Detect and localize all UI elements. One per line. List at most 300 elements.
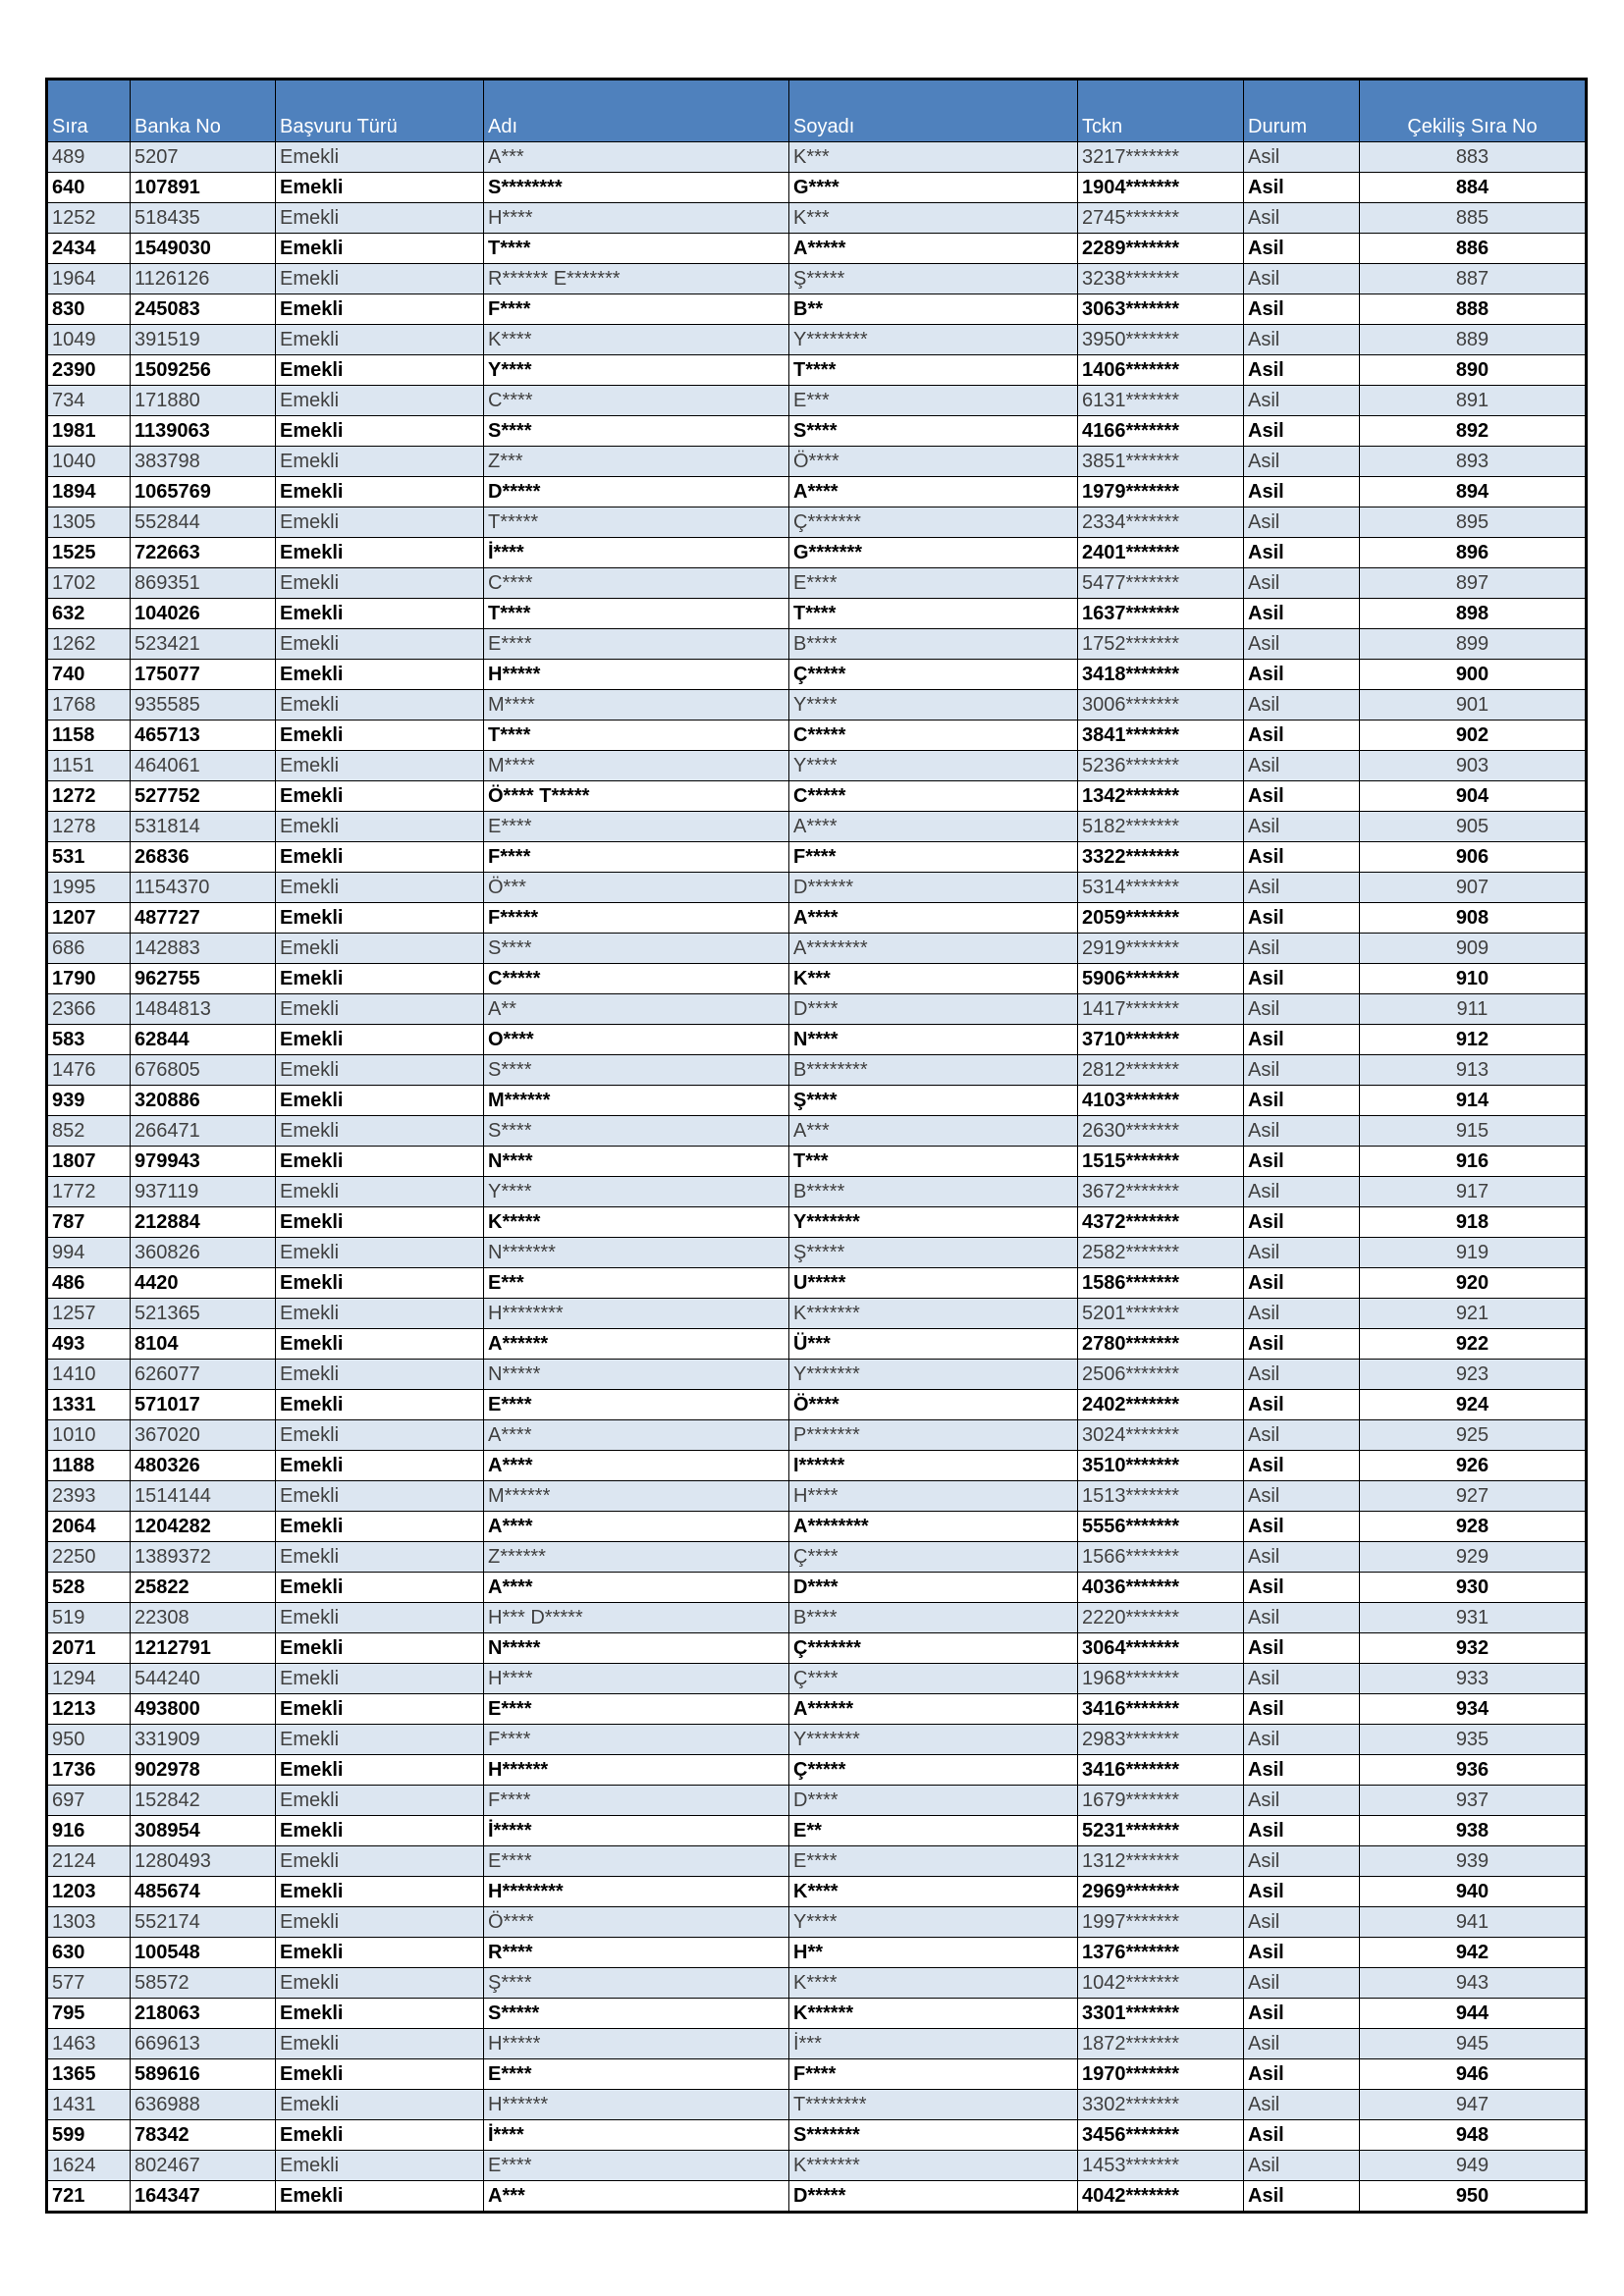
cell-tckn: 2059******* <box>1078 903 1244 934</box>
cell-banka-no: 937119 <box>131 1177 276 1207</box>
cell-basvuru-turu: Emekli <box>276 1147 484 1177</box>
cell-sira: 577 <box>47 1968 131 1999</box>
cell-soyadi: P******* <box>789 1420 1078 1451</box>
cell-soyadi: E**** <box>789 1846 1078 1877</box>
cell-basvuru-turu: Emekli <box>276 1846 484 1877</box>
cell-sira: 686 <box>47 934 131 964</box>
cell-cekilis-sira-no: 944 <box>1360 1999 1587 2029</box>
table-row <box>47 2029 1587 2059</box>
column-header-sira: Sıra <box>47 80 131 142</box>
cell-tckn: 1872******* <box>1078 2029 1244 2059</box>
cell-basvuru-turu: Emekli <box>276 1360 484 1390</box>
cell-durum: Asil <box>1244 386 1360 416</box>
cell-basvuru-turu: Emekli <box>276 1755 484 1786</box>
cell-cekilis-sira-no: 888 <box>1360 294 1587 325</box>
cell-adi: E**** <box>484 812 789 842</box>
cell-tckn: 3841******* <box>1078 721 1244 751</box>
table-row <box>47 1542 1587 1573</box>
table-row <box>47 1968 1587 1999</box>
cell-adi: D***** <box>484 477 789 507</box>
cell-soyadi: A****** <box>789 1694 1078 1725</box>
cell-cekilis-sira-no: 917 <box>1360 1177 1587 1207</box>
cell-soyadi: K*** <box>789 964 1078 994</box>
cell-soyadi: Ç******* <box>789 1633 1078 1664</box>
cell-tckn: 1376******* <box>1078 1938 1244 1968</box>
cell-durum: Asil <box>1244 1603 1360 1633</box>
cell-durum: Asil <box>1244 812 1360 842</box>
cell-cekilis-sira-no: 897 <box>1360 568 1587 599</box>
cell-cekilis-sira-no: 937 <box>1360 1786 1587 1816</box>
cell-durum: Asil <box>1244 173 1360 203</box>
cell-sira: 2124 <box>47 1846 131 1877</box>
table-row <box>47 507 1587 538</box>
cell-banka-no: 5207 <box>131 142 276 173</box>
cell-cekilis-sira-no: 935 <box>1360 1725 1587 1755</box>
cell-cekilis-sira-no: 894 <box>1360 477 1587 507</box>
cell-adi: K**** <box>484 325 789 355</box>
cell-tckn: 2630******* <box>1078 1116 1244 1147</box>
cell-cekilis-sira-no: 914 <box>1360 1086 1587 1116</box>
cell-adi: S**** <box>484 1116 789 1147</box>
cell-banka-no: 626077 <box>131 1360 276 1390</box>
cell-durum: Asil <box>1244 538 1360 568</box>
column-header-cekilis-sira-no: Çekiliş Sıra No <box>1360 80 1587 142</box>
cell-sira: 2064 <box>47 1512 131 1542</box>
cell-durum: Asil <box>1244 1542 1360 1573</box>
cell-adi: E**** <box>484 2151 789 2181</box>
cell-durum: Asil <box>1244 1451 1360 1481</box>
cell-tckn: 3301******* <box>1078 1999 1244 2029</box>
cell-basvuru-turu: Emekli <box>276 1664 484 1694</box>
cell-banka-no: 493800 <box>131 1694 276 1725</box>
cell-tckn: 3024******* <box>1078 1420 1244 1451</box>
cell-banka-no: 331909 <box>131 1725 276 1755</box>
cell-basvuru-turu: Emekli <box>276 1786 484 1816</box>
cell-sira: 2250 <box>47 1542 131 1573</box>
cell-soyadi: T*** <box>789 1147 1078 1177</box>
cell-sira: 1736 <box>47 1755 131 1786</box>
column-header-basvuru-turu: Başvuru Türü <box>276 80 484 142</box>
cell-durum: Asil <box>1244 1086 1360 1116</box>
cell-sira: 1702 <box>47 568 131 599</box>
cell-tckn: 3322******* <box>1078 842 1244 873</box>
cell-banka-no: 1549030 <box>131 234 276 264</box>
cell-adi: F***** <box>484 903 789 934</box>
cell-tckn: 5182******* <box>1078 812 1244 842</box>
table-row <box>47 1633 1587 1664</box>
cell-banka-no: 935585 <box>131 690 276 721</box>
table-row <box>47 721 1587 751</box>
cell-basvuru-turu: Emekli <box>276 1999 484 2029</box>
cell-adi: M****** <box>484 1086 789 1116</box>
table-row <box>47 1816 1587 1846</box>
cell-tckn: 3238******* <box>1078 264 1244 294</box>
cell-tckn: 2334******* <box>1078 507 1244 538</box>
cell-durum: Asil <box>1244 903 1360 934</box>
cell-basvuru-turu: Emekli <box>276 1451 484 1481</box>
cell-soyadi: Ç**** <box>789 1664 1078 1694</box>
cell-banka-no: 152842 <box>131 1786 276 1816</box>
cell-durum: Asil <box>1244 477 1360 507</box>
cell-banka-no: 1484813 <box>131 994 276 1025</box>
cell-tckn: 3416******* <box>1078 1755 1244 1786</box>
cell-tckn: 1042******* <box>1078 1968 1244 1999</box>
table-row <box>47 1390 1587 1420</box>
cell-soyadi: B******** <box>789 1055 1078 1086</box>
cell-cekilis-sira-no: 902 <box>1360 721 1587 751</box>
cell-basvuru-turu: Emekli <box>276 234 484 264</box>
cell-sira: 1207 <box>47 903 131 934</box>
cell-basvuru-turu: Emekli <box>276 2181 484 2213</box>
cell-cekilis-sira-no: 912 <box>1360 1025 1587 1055</box>
table-row <box>47 294 1587 325</box>
cell-tckn: 2402******* <box>1078 1390 1244 1420</box>
table-header <box>47 80 1587 142</box>
table-row <box>47 1329 1587 1360</box>
cell-sira: 697 <box>47 1786 131 1816</box>
cell-adi: C***** <box>484 964 789 994</box>
cell-adi: İ**** <box>484 538 789 568</box>
cell-banka-no: 58572 <box>131 1968 276 1999</box>
cell-soyadi: S******* <box>789 2120 1078 2151</box>
cell-basvuru-turu: Emekli <box>276 1907 484 1938</box>
cell-banka-no: 367020 <box>131 1420 276 1451</box>
cell-banka-no: 1212791 <box>131 1633 276 1664</box>
cell-tckn: 2401******* <box>1078 538 1244 568</box>
cell-tckn: 1513******* <box>1078 1481 1244 1512</box>
header-row <box>47 80 1587 142</box>
cell-sira: 939 <box>47 1086 131 1116</box>
cell-sira: 528 <box>47 1573 131 1603</box>
cell-durum: Asil <box>1244 1816 1360 1846</box>
cell-soyadi: C***** <box>789 721 1078 751</box>
cell-banka-no: 676805 <box>131 1055 276 1086</box>
cell-soyadi: A**** <box>789 812 1078 842</box>
cell-durum: Asil <box>1244 1725 1360 1755</box>
cell-adi: T**** <box>484 599 789 629</box>
table-row <box>47 1268 1587 1299</box>
cell-basvuru-turu: Emekli <box>276 2059 484 2090</box>
table-row <box>47 2181 1587 2213</box>
cell-adi: E**** <box>484 629 789 660</box>
table-row <box>47 477 1587 507</box>
cell-sira: 1365 <box>47 2059 131 2090</box>
cell-sira: 830 <box>47 294 131 325</box>
cell-soyadi: Ö**** <box>789 1390 1078 1420</box>
cell-adi: A*** <box>484 2181 789 2213</box>
cell-adi: A**** <box>484 1573 789 1603</box>
cell-sira: 950 <box>47 1725 131 1755</box>
cell-durum: Asil <box>1244 629 1360 660</box>
cell-tckn: 1968******* <box>1078 1664 1244 1694</box>
cell-tckn: 2506******* <box>1078 1360 1244 1390</box>
cell-sira: 2071 <box>47 1633 131 1664</box>
cell-adi: N******* <box>484 1238 789 1268</box>
cell-soyadi: A******** <box>789 934 1078 964</box>
cell-adi: Ö**** T***** <box>484 781 789 812</box>
cell-cekilis-sira-no: 908 <box>1360 903 1587 934</box>
cell-cekilis-sira-no: 925 <box>1360 1420 1587 1451</box>
table-row <box>47 873 1587 903</box>
cell-basvuru-turu: Emekli <box>276 721 484 751</box>
cell-sira: 994 <box>47 1238 131 1268</box>
cell-banka-no: 22308 <box>131 1603 276 1633</box>
cell-banka-no: 1204282 <box>131 1512 276 1542</box>
cell-banka-no: 521365 <box>131 1299 276 1329</box>
table-row <box>47 903 1587 934</box>
cell-tckn: 1515******* <box>1078 1147 1244 1177</box>
cell-soyadi: Ş**** <box>789 1086 1078 1116</box>
cell-soyadi: U***** <box>789 1268 1078 1299</box>
cell-cekilis-sira-no: 940 <box>1360 1877 1587 1907</box>
cell-adi: N**** <box>484 1147 789 1177</box>
cell-adi: H****** <box>484 2090 789 2120</box>
column-header-adi: Adı <box>484 80 789 142</box>
cell-adi: S**** <box>484 416 789 447</box>
cell-cekilis-sira-no: 923 <box>1360 1360 1587 1390</box>
table-row <box>47 751 1587 781</box>
table-row <box>47 1573 1587 1603</box>
cell-soyadi: Y******* <box>789 1207 1078 1238</box>
cell-sira: 795 <box>47 1999 131 2029</box>
cell-banka-no: 25822 <box>131 1573 276 1603</box>
cell-adi: A** <box>484 994 789 1025</box>
cell-sira: 1294 <box>47 1664 131 1694</box>
cell-basvuru-turu: Emekli <box>276 1025 484 1055</box>
cell-basvuru-turu: Emekli <box>276 1116 484 1147</box>
cell-adi: F**** <box>484 1725 789 1755</box>
table-row <box>47 2151 1587 2181</box>
cell-banka-no: 104026 <box>131 599 276 629</box>
cell-banka-no: 245083 <box>131 294 276 325</box>
table-row <box>47 1147 1587 1177</box>
cell-soyadi: K**** <box>789 1877 1078 1907</box>
cell-cekilis-sira-no: 891 <box>1360 386 1587 416</box>
table-row <box>47 1025 1587 1055</box>
cell-cekilis-sira-no: 924 <box>1360 1390 1587 1420</box>
cell-cekilis-sira-no: 946 <box>1360 2059 1587 2090</box>
cell-soyadi: F**** <box>789 2059 1078 2090</box>
cell-adi: E**** <box>484 1390 789 1420</box>
column-header-banka-no: Banka No <box>131 80 276 142</box>
cell-banka-no: 552174 <box>131 1907 276 1938</box>
cell-cekilis-sira-no: 889 <box>1360 325 1587 355</box>
cell-basvuru-turu: Emekli <box>276 1877 484 1907</box>
cell-soyadi: G**** <box>789 173 1078 203</box>
cell-basvuru-turu: Emekli <box>276 1329 484 1360</box>
cell-basvuru-turu: Emekli <box>276 1238 484 1268</box>
cell-basvuru-turu: Emekli <box>276 842 484 873</box>
cell-adi: A**** <box>484 1512 789 1542</box>
cell-banka-no: 1389372 <box>131 1542 276 1573</box>
cell-cekilis-sira-no: 911 <box>1360 994 1587 1025</box>
cell-cekilis-sira-no: 926 <box>1360 1451 1587 1481</box>
cell-adi: H******** <box>484 1877 789 1907</box>
cell-durum: Asil <box>1244 690 1360 721</box>
cell-banka-no: 142883 <box>131 934 276 964</box>
cell-soyadi: E*** <box>789 386 1078 416</box>
cell-durum: Asil <box>1244 1055 1360 1086</box>
cell-durum: Asil <box>1244 1420 1360 1451</box>
cell-banka-no: 320886 <box>131 1086 276 1116</box>
cell-soyadi: S**** <box>789 416 1078 447</box>
cell-durum: Asil <box>1244 294 1360 325</box>
cell-tckn: 1904******* <box>1078 173 1244 203</box>
cell-adi: S***** <box>484 1999 789 2029</box>
cell-banka-no: 571017 <box>131 1390 276 1420</box>
cell-cekilis-sira-no: 927 <box>1360 1481 1587 1512</box>
cell-adi: M**** <box>484 690 789 721</box>
cell-basvuru-turu: Emekli <box>276 1481 484 1512</box>
cell-tckn: 3456******* <box>1078 2120 1244 2151</box>
cell-durum: Asil <box>1244 2151 1360 2181</box>
table-row <box>47 203 1587 234</box>
cell-durum: Asil <box>1244 1786 1360 1816</box>
cell-sira: 721 <box>47 2181 131 2213</box>
cell-cekilis-sira-no: 893 <box>1360 447 1587 477</box>
cell-tckn: 5201******* <box>1078 1299 1244 1329</box>
cell-cekilis-sira-no: 921 <box>1360 1299 1587 1329</box>
cell-sira: 2393 <box>47 1481 131 1512</box>
table-row <box>47 1846 1587 1877</box>
cell-cekilis-sira-no: 903 <box>1360 751 1587 781</box>
table-row <box>47 1999 1587 2029</box>
cell-basvuru-turu: Emekli <box>276 294 484 325</box>
table-row <box>47 842 1587 873</box>
table-row <box>47 1420 1587 1451</box>
cell-banka-no: 164347 <box>131 2181 276 2213</box>
cell-tckn: 5231******* <box>1078 1816 1244 1846</box>
cell-tckn: 3217******* <box>1078 142 1244 173</box>
cell-banka-no: 1280493 <box>131 1846 276 1877</box>
cell-sira: 1010 <box>47 1420 131 1451</box>
cell-tckn: 3950******* <box>1078 325 1244 355</box>
cell-adi: H*** D***** <box>484 1603 789 1633</box>
cell-durum: Asil <box>1244 721 1360 751</box>
cell-durum: Asil <box>1244 1177 1360 1207</box>
cell-sira: 489 <box>47 142 131 173</box>
cell-soyadi: B***** <box>789 1177 1078 1207</box>
cell-durum: Asil <box>1244 2090 1360 2120</box>
table-row <box>47 1360 1587 1390</box>
cell-soyadi: Ü*** <box>789 1329 1078 1360</box>
table-row <box>47 142 1587 173</box>
cell-tckn: 2289******* <box>1078 234 1244 264</box>
table-row <box>47 629 1587 660</box>
cell-basvuru-turu: Emekli <box>276 751 484 781</box>
cell-durum: Asil <box>1244 934 1360 964</box>
cell-banka-no: 1126126 <box>131 264 276 294</box>
cell-adi: H***** <box>484 2029 789 2059</box>
cell-soyadi: K****** <box>789 1999 1078 2029</box>
cell-soyadi: Y**** <box>789 690 1078 721</box>
cell-adi: S**** <box>484 1055 789 1086</box>
cell-durum: Asil <box>1244 1147 1360 1177</box>
cell-soyadi: G******* <box>789 538 1078 568</box>
cell-basvuru-turu: Emekli <box>276 2120 484 2151</box>
cell-durum: Asil <box>1244 234 1360 264</box>
cell-sira: 787 <box>47 1207 131 1238</box>
cell-sira: 1278 <box>47 812 131 842</box>
cell-basvuru-turu: Emekli <box>276 325 484 355</box>
cell-tckn: 3710******* <box>1078 1025 1244 1055</box>
cell-sira: 1151 <box>47 751 131 781</box>
table-row <box>47 2090 1587 2120</box>
cell-cekilis-sira-no: 905 <box>1360 812 1587 842</box>
cell-basvuru-turu: Emekli <box>276 2090 484 2120</box>
cell-sira: 1894 <box>47 477 131 507</box>
cell-tckn: 1679******* <box>1078 1786 1244 1816</box>
table-row <box>47 1603 1587 1633</box>
cell-soyadi: A******** <box>789 1512 1078 1542</box>
cell-cekilis-sira-no: 896 <box>1360 538 1587 568</box>
cell-soyadi: Y******** <box>789 325 1078 355</box>
cell-cekilis-sira-no: 900 <box>1360 660 1587 690</box>
cell-soyadi: D**** <box>789 1573 1078 1603</box>
cell-adi: Z****** <box>484 1542 789 1573</box>
cell-durum: Asil <box>1244 1299 1360 1329</box>
cell-soyadi: A**** <box>789 903 1078 934</box>
cell-sira: 1203 <box>47 1877 131 1907</box>
cell-adi: E*** <box>484 1268 789 1299</box>
cell-tckn: 1997******* <box>1078 1907 1244 1938</box>
cell-adi: Z*** <box>484 447 789 477</box>
cell-durum: Asil <box>1244 842 1360 873</box>
cell-banka-no: 8104 <box>131 1329 276 1360</box>
cell-soyadi: D****** <box>789 873 1078 903</box>
cell-tckn: 2812******* <box>1078 1055 1244 1086</box>
cell-cekilis-sira-no: 920 <box>1360 1268 1587 1299</box>
cell-tckn: 1342******* <box>1078 781 1244 812</box>
cell-basvuru-turu: Emekli <box>276 934 484 964</box>
cell-banka-no: 464061 <box>131 751 276 781</box>
table-row <box>47 1786 1587 1816</box>
cell-soyadi: F**** <box>789 842 1078 873</box>
table-row <box>47 1299 1587 1329</box>
cell-sira: 1305 <box>47 507 131 538</box>
cell-cekilis-sira-no: 942 <box>1360 1938 1587 1968</box>
cell-tckn: 5236******* <box>1078 751 1244 781</box>
table-row <box>47 1938 1587 1968</box>
cell-durum: Asil <box>1244 599 1360 629</box>
cell-cekilis-sira-no: 904 <box>1360 781 1587 812</box>
cell-tckn: 1586******* <box>1078 1268 1244 1299</box>
cell-sira: 2434 <box>47 234 131 264</box>
cell-soyadi: Ö**** <box>789 447 1078 477</box>
cell-soyadi: D***** <box>789 2181 1078 2213</box>
cell-sira: 1257 <box>47 1299 131 1329</box>
cell-cekilis-sira-no: 929 <box>1360 1542 1587 1573</box>
cell-banka-no: 869351 <box>131 568 276 599</box>
table-row <box>47 264 1587 294</box>
cell-soyadi: E**** <box>789 568 1078 599</box>
cell-sira: 1331 <box>47 1390 131 1420</box>
cell-basvuru-turu: Emekli <box>276 629 484 660</box>
cell-adi: O**** <box>484 1025 789 1055</box>
cell-cekilis-sira-no: 948 <box>1360 2120 1587 2151</box>
cell-basvuru-turu: Emekli <box>276 1055 484 1086</box>
cell-tckn: 2983******* <box>1078 1725 1244 1755</box>
cell-banka-no: 518435 <box>131 203 276 234</box>
cell-sira: 1303 <box>47 1907 131 1938</box>
cell-banka-no: 175077 <box>131 660 276 690</box>
cell-tckn: 3006******* <box>1078 690 1244 721</box>
cell-basvuru-turu: Emekli <box>276 1725 484 1755</box>
table-row <box>47 1116 1587 1147</box>
cell-banka-no: 902978 <box>131 1755 276 1786</box>
table-row <box>47 2120 1587 2151</box>
cell-basvuru-turu: Emekli <box>276 873 484 903</box>
